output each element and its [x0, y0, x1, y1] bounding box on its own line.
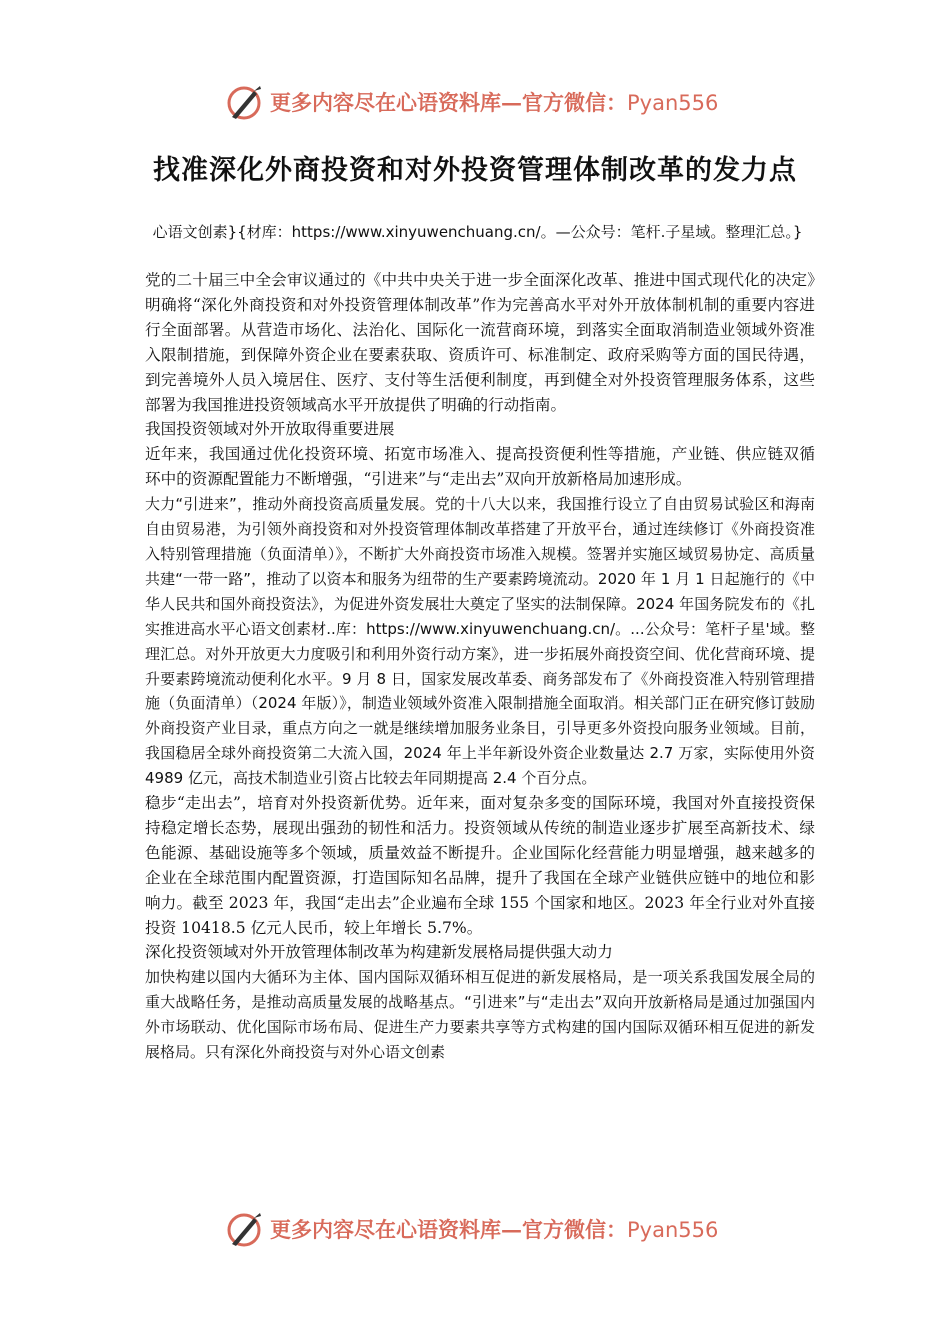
source-line: 心语文创素}{材库：https://www.xinyuwenchuang.cn/。—公众号：笔杆.子星域。整理汇总。} [152, 223, 803, 241]
paragraph-inbound: 大力“引进来”，推动外商投资高质量发展。党的十八大以来，我国推行设立了自由贸易试验区和海南自由贸易港，为引领外商投资和对外投资管理体制改革搭建了开放平台，通过连续修订《外商投资准入特别管理措施（负面清单）》，不断扩大外商投资市场准入规模。签署并实施区域贸易协定、高质量共建“一带一路”，推动了以资本和服务为纽带的生产要素跨境流动。2020 年 1 月 1 日起施行的《中华人民共和国外商投资法》，为促进外资发展壮大奠定了坚实的法制保障。2024 年国务院发布的《扎实推进高水平心语文创素材..库：https://www.xinyuwenchuang.cn/。...公众号：笔杆子星'域。整理汇总。对外开放更大力度吸引和利用外资行动方案》，进一步拓展外商投资空间、优化营商环境、提升要素跨境流动便利化水平。9 月 8 日，国家发展改革委、商务部发布了《外商投资准入特别管理措施（负面清单）（2024 年版）》，制造业领域外资准入限制措施全面取消。相关部门正在研究修订鼓励外商投资产业目录，重点方向之一就是继续增加服务业条目，引导更多外资投向服务业领域。目前，我国稳居全球外商投资第二大流入国，2024 年上半年新设外资企业数量达 2.7 万家，实际使用外资 4989 亿元，高技术制造业引资占比较去年同期提高 2.4 个百分点。 [145, 495, 815, 788]
banner-label: 更多内容尽在心语资料库—官方微信： [270, 90, 627, 115]
paragraph-outbound: 稳步“走出去”，培育对外投资新优势。近年来，面对复杂多变的国际环境，我国对外直接投资保持稳定增长态势，展现出强劲的韧性和活力。投资领域从传统的制造业逐步扩展至高新技术、绿色能源、基础设施等多个领域，质量效益不断提升。企业国际化经营能力明显增强，越来越多的企业在全球范围内配置资源，打造国际知名品牌，提升了我国在全球产业链供应链中的地位和影响力。截至 2023 年，我国“走出去”企业遍布全球 155 个国家和地区。2023 年全行业对外直接投资 10418.5 亿元人民币，较上年增长 5.7%。 [145, 794, 815, 937]
paragraph-dual-circulation: 加快构建以国内大循环为主体、国内国际双循环相互促进的新发展格局，是一项关系我国发展全局的重大战略任务，是推动高质量发展的战略基点。“引进来”与“走出去”双向开放新格局是通过加强国内外市场联动、优化国际市场布局、促进生产力要素共享等方式构建的国内国际双循环相互促进的新发展格局。只有深化外商投资与对外心语文创素 [145, 968, 815, 1062]
quill-logo-icon [224, 83, 264, 123]
paragraph-overview: 近年来，我国通过优化投资环境、拓宽市场准入、提高投资便利性等措施，产业链、供应链双循环中的资源配置能力不断增强，“引进来”与“走出去”双向开放新格局加速形成。 [145, 445, 815, 489]
section-heading-2: 深化投资领域对外开放管理体制改革为构建新发展格局提供强大动力 [145, 943, 613, 962]
banner-label: 更多内容尽在心语资料库—官方微信： [270, 1217, 627, 1242]
banner-text [270, 1215, 718, 1245]
article-body [145, 268, 815, 1065]
quill-logo-icon [224, 1210, 264, 1250]
section-heading-1: 我国投资领域对外开放取得重要进展 [145, 420, 395, 439]
header-banner [0, 78, 950, 128]
page-title: 找准深化外商投资和对外投资管理体制改革的发力点 [153, 155, 797, 186]
banner-wechat-id: Pyan556 [627, 1218, 719, 1242]
banner-text [270, 88, 718, 118]
paragraph-intro: 党的二十届三中全会审议通过的《中共中央关于进一步全面深化改革、推进中国式现代化的决定》明确将“深化外商投资和对外投资管理体制改革”作为完善高水平对外开放体制机制的重要内容进行全面部署。从营造市场化、法治化、国际化一流营商环境，到落实全面取消制造业领域外资准入限制措施，到保障外资企业在要素获取、资质许可、标准制定、政府采购等方面的国民待遇，到完善境外人员入境居住、医疗、支付等生活便利制度，再到健全对外投资管理服务体系，这些部署为我国推进投资领域高水平开放提供了明确的行动指南。 [145, 271, 815, 414]
banner-wechat-id: Pyan556 [627, 91, 719, 115]
footer-banner [0, 1205, 950, 1255]
